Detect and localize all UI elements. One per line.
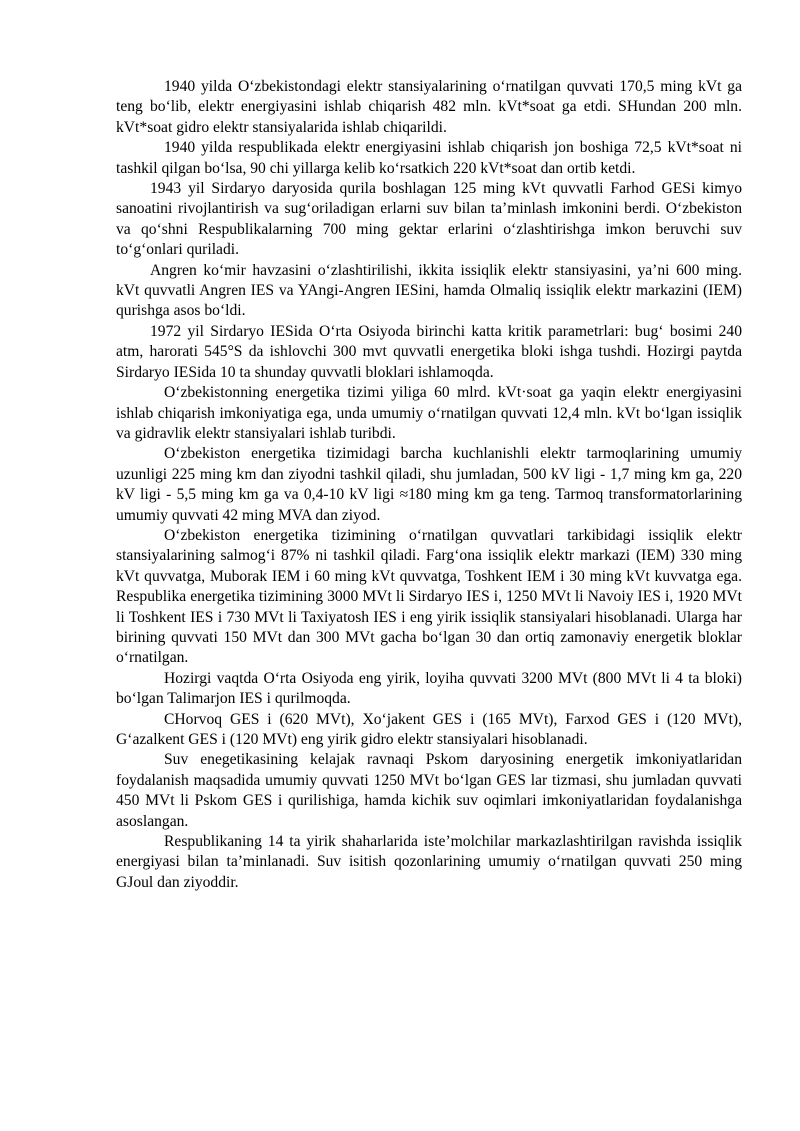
paragraph-thermal-stations: O‘zbekiston energetika tizimining o‘rnatilgan quvvatlari tarkibidagi issiqlik elektr stansiyalarining salmog‘i 87% ni tashkil qiladi. Farg‘ona issiqlik elektr markazi (IEM) 330 ming kVt quvvatga, Muborak IEM i 60 ming kVt quvvatga, Toshkent IEM i 30 ming kVt kuvvatga ega. Respublika energetika tizimining 3000 MVt li Sirdaryo IES i, 1250 MVt li Navoiy IES i, 1920 MVt li Toshkent IES i 730 MVt li Taxiyatosh IES i eng yirik issiqlik stansiyalari hisoblanadi. Ularga har birining quvvati 150 MVt dan 300 MVt gacha bo‘lgan 30 dan ortiq zamonaviy energetik bloklar o‘rnatilgan. <box>116 526 742 667</box>
paragraph-farhod-ges: 1943 yil Sirdaryo daryosida qurila boshlagan 125 ming kVt quvvatli Farhod GESi kimyo sanoatini rivojlantirish va sug‘oriladigan erlarni suv bilan ta’minlash imkonini berdi. O‘zbekiston va qo‘shni Respublikalarning 700 ming gektar erlarini o‘zlashtirishga imkon beruvchi suv to‘g‘onlari quriladi. <box>116 180 742 259</box>
paragraph-1940-capacity: 1940 yilda O‘zbekistondagi elektr stansiyalarining o‘rnatilgan quvvati 170,5 ming kVt ga teng bo‘lib, elektr energiyasini ishlab chiqarish 482 mln. kVt*soat ga etdi. SHundan 200 mln. kVt*soat gidro elektr stansiyalarida ishlab chiqarildi. <box>116 78 742 136</box>
paragraph-hydro-stations: CHorvoq GES i (620 MVt), Xo‘jakent GES i (165 MVt), Farxod GES i (120 MVt), G‘azalkent GES i (120 MVt) eng yirik gidro elektr stansiyalari hisoblanadi. <box>116 710 742 748</box>
paragraph-heating: Respublikaning 14 ta yirik shaharlarida iste’molchilar markazlashtirilgan ravishda issiqlik energiyasi bilan ta’minlanadi. Suv isitish qozonlarining umumiy o‘rnatilgan quvvati 250 ming GJoul dan ziyoddir. <box>116 833 742 891</box>
paragraph-1940-per-capita: 1940 yilda respublikada elektr energiyasini ishlab chiqarish jon boshiga 72,5 kVt*soat ni tashkil qilgan bo‘lsa, 90 chi yillarga kelib ko‘rsatkich 220 kVt*soat dan ortib ketdi. <box>116 139 742 177</box>
paragraph-sirdaryo-1972: 1972 yil Sirdaryo IESida O‘rta Osiyoda birinchi katta kritik parametrlari: bug‘ bosimi 240 atm, harorati 545°S da ishlovchi 300 mvt quvvatli energetika bloki ishga tushdi. Hozirgi paytda Sirdaryo IESida 10 ta shunday quvvatli bloklari ishlamoqda. <box>116 322 742 381</box>
paragraph-networks: O‘zbekiston energetika tizimidagi barcha kuchlanishli elektr tarmoqlarining umumiy uzunligi 225 ming km dan ziyodni tashkil qiladi, shu jumladan, 500 kV ligi - 1,7 ming km ga, 220 kV ligi - 5,5 ming km ga va 0,4-10 kV ligi ≈180 ming km ga teng. Tarmoq transformatorlarining umumiy quvvati 42 ming MVA dan ziyod. <box>116 445 742 524</box>
paragraph-angren: Angren ko‘mir havzasini o‘zlashtirilishi, ikkita issiqlik elektr stansiyasini, ya’ni 600 ming. kVt quvvatli Angren IES va YAngi-Angren IESini, hamda Olmaliq issiqlik elektr markazini (IEM) qurishga asos bo‘ldi. <box>116 261 742 320</box>
paragraph-energy-system: O‘zbekistonning energetika tizimi yiliga 60 mlrd. kVt·soat ga yaqin elektr energiyasini ishlab chiqarish imkoniyatiga ega, unda umumiy o‘rnatilgan quvvati 12,4 mln. kVt bo‘lgan issiqlik va gidravlik elektr stansiyalari ishlab turibdi. <box>116 384 742 442</box>
paragraph-talimarjon: Hozirgi vaqtda O‘rta Osiyoda eng yirik, loyiha quvvati 3200 MVt (800 MVt li 4 ta bloki) bo‘lgan Talimarjon IES i qurilmoqda. <box>116 669 742 708</box>
paragraph-pskom: Suv enegetikasining kelajak ravnaqi Pskom daryosining energetik imkoniyatlaridan foydalanish maqsadida umumiy quvvati 1250 MVt bo‘lgan GES lar tizmasi, shu jumladan quvvati 450 MVt li Pskom GES i qurilishiga, hamda kichik suv oqimlari imkoniyatlaridan foydalanishga asoslangan. <box>116 751 742 830</box>
document-body <box>116 77 742 893</box>
